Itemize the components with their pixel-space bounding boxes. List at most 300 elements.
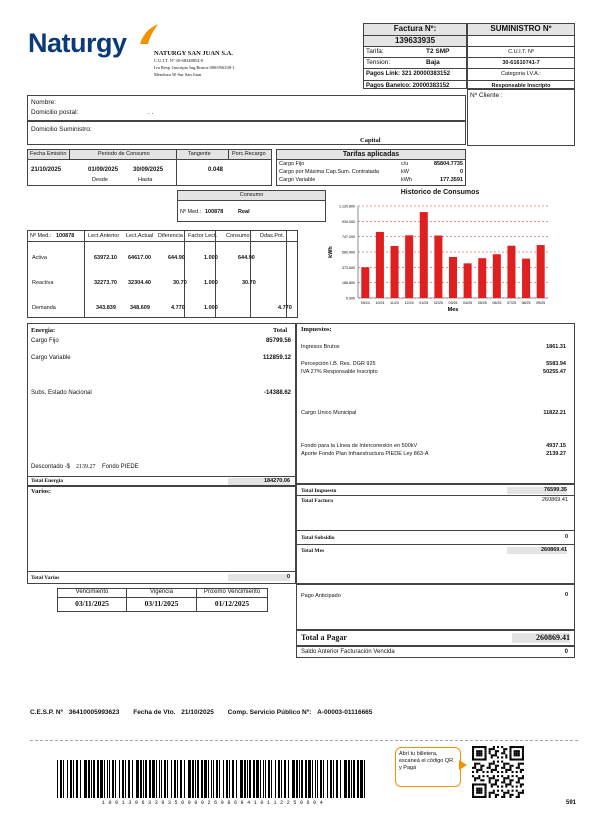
qr-module (516, 796, 518, 798)
qr-module (484, 790, 486, 792)
qr-module (478, 790, 480, 792)
barcode-bar (312, 760, 313, 798)
consumo-title: Consumo (178, 191, 325, 201)
qr-module (503, 750, 505, 752)
qr-module (522, 775, 524, 777)
barcode-bar (327, 760, 328, 798)
qr-module (493, 748, 495, 750)
qr-module (518, 767, 520, 769)
qr-module (480, 746, 482, 748)
barcode-bar (93, 760, 95, 798)
qr-module (495, 752, 497, 754)
chart-ytick-label: 1.120.800 (339, 204, 355, 209)
qr-module (472, 794, 474, 796)
qr-module (476, 769, 478, 771)
qr-module (491, 769, 493, 771)
impuesto-label: Cargo Unico Municipal (301, 410, 357, 416)
barcode-bar (143, 760, 144, 798)
barcode-bar (132, 760, 133, 798)
qr-module (495, 796, 497, 798)
meter-header: Diferencia (158, 233, 183, 239)
qr-module (507, 763, 509, 765)
qr-module (484, 754, 486, 756)
qr-module (522, 758, 524, 760)
qr-module (501, 746, 503, 748)
qr-module (505, 783, 507, 785)
desde-date: 01/09/2025 (88, 167, 119, 173)
barcode-bar (201, 760, 203, 798)
tarifas-box (276, 149, 466, 186)
qr-module (472, 754, 474, 756)
qr-module (512, 771, 514, 773)
varios-title: Varios: (31, 488, 51, 495)
vigencia-label: Vigencia (150, 589, 173, 595)
qr-module (512, 765, 514, 767)
vigencia-date: 03/11/2025 (144, 599, 179, 608)
chart-xtick-label: 11/24 (390, 301, 399, 305)
qr-module (476, 750, 478, 752)
qr-module (501, 752, 503, 754)
qr-module (512, 786, 514, 788)
barcode-bar (275, 760, 276, 798)
barcode-bar (97, 760, 99, 798)
impuesto-value: 1861.31 (546, 344, 566, 350)
total-varios-label: Total Varios (31, 575, 60, 581)
meter-med: 100878 (56, 233, 75, 239)
qr-module (512, 775, 514, 777)
total-subsidio: 0 (564, 534, 568, 540)
qr-module (509, 756, 511, 758)
barcode-bar (164, 760, 166, 798)
qr-module (518, 765, 520, 767)
qr-module (522, 777, 524, 779)
varios-box (27, 486, 296, 584)
qr-module (474, 763, 476, 765)
chart-xtick-label: 05/25 (477, 301, 487, 305)
qr-module (480, 779, 482, 781)
consumo-med: 100878 (205, 209, 224, 215)
qr-module (480, 792, 482, 794)
qr-module (518, 754, 520, 756)
company-name: NATURGY SAN JUAN S.A. (154, 50, 233, 57)
barcode-bar (73, 760, 74, 798)
qr-module (522, 763, 524, 765)
pago-box (296, 584, 575, 630)
qr-module (474, 758, 476, 760)
qr-module (503, 748, 505, 750)
qr-module (472, 788, 474, 790)
total-mes-label: Total Mes (301, 548, 325, 554)
qr-module (503, 794, 505, 796)
barcode-bar (288, 760, 289, 798)
chart-xtick-label: 04/25 (463, 301, 473, 305)
qr-module (497, 786, 499, 788)
qr-module (509, 752, 511, 754)
qr-module (522, 752, 524, 754)
barcode-bar (216, 760, 218, 798)
qr-module (493, 775, 495, 777)
barcode-bar (100, 760, 103, 798)
qr-module (478, 752, 480, 754)
pagos-banelco: Pagos Banelco: 20000383152 (366, 83, 450, 89)
qr-module (489, 765, 491, 767)
desde-label: Desde (92, 177, 108, 183)
qr-module (478, 775, 480, 777)
barcode-bar (136, 760, 139, 798)
qr-module (480, 752, 482, 754)
cesp-label: C.E.S.P. Nº (30, 709, 63, 716)
qr-module (522, 790, 524, 792)
meter-act: 348.609 (130, 305, 150, 311)
barcode-bar (67, 760, 68, 798)
qr-module (514, 754, 516, 756)
qr-module (503, 765, 505, 767)
supply-cuit: 30-61610741-7 (468, 58, 574, 69)
qr-module (501, 790, 503, 792)
impuesto-label: Aporte Fondo Plan Infraestructura PIEDE Ley 863-A (301, 451, 429, 457)
qr-module (476, 790, 478, 792)
qr-module (516, 750, 518, 752)
qr-module (480, 758, 482, 760)
barcode-bar (330, 760, 332, 798)
descontado-label: Descontado -$ (31, 464, 71, 470)
qr-module (489, 750, 491, 752)
tarifa-label: Tarifa: (366, 48, 384, 55)
meter-header: Lect.Actual (126, 233, 154, 239)
qr-module (487, 767, 489, 769)
qr-module (474, 777, 476, 779)
qr-module (497, 775, 499, 777)
barcode-bar (184, 760, 185, 798)
qr-module (493, 769, 495, 771)
chart-bar (434, 236, 442, 298)
barcode-bar (91, 760, 92, 798)
qr-module (489, 748, 491, 750)
qr-module (472, 775, 474, 777)
qr-module (484, 783, 486, 785)
qr-module (509, 796, 511, 798)
meter-act: 64617.00 (128, 255, 151, 261)
qr-module (505, 786, 507, 788)
chart-bar (405, 235, 413, 298)
barcode-bar (63, 760, 64, 798)
supply-cuit-label: C.U.I.T. Nº (468, 47, 574, 58)
hasta-label: Hasta (138, 177, 153, 183)
qr-module (478, 783, 480, 785)
qr-module (507, 792, 509, 794)
barcode-bar (112, 760, 114, 798)
invoice-box (363, 23, 467, 89)
qr-module (509, 748, 511, 750)
qr-module (503, 752, 505, 754)
barcode-bar (317, 760, 318, 798)
tarifa-row-label: Cargo por Máxima Cap.Sum. Contratada (279, 169, 379, 175)
qr-module (484, 748, 486, 750)
proximo-date: 01/12/2025 (214, 599, 250, 608)
qr-module (482, 765, 484, 767)
qr-module (522, 748, 524, 750)
barcode-bar (145, 760, 147, 798)
qr-module (516, 754, 518, 756)
barcode-bar (281, 760, 282, 798)
qr-module (522, 754, 524, 756)
chart-xtick-label: 07/25 (506, 301, 516, 305)
qr-module (482, 783, 484, 785)
qr-module (476, 754, 478, 756)
impuesto-value: 5583.94 (546, 361, 566, 367)
meter-header: Lect.Anterior (88, 233, 120, 239)
consumption-chart (318, 198, 558, 316)
supply-iva: Responsable Inscripto (491, 83, 551, 89)
qr-module (474, 783, 476, 785)
capital-label: Capital (360, 137, 381, 144)
meter-factor: 1.000 (204, 305, 218, 311)
qr-module (495, 779, 497, 781)
barcode-bar (223, 760, 224, 798)
recargo-header: Porc.Recargo (232, 151, 266, 157)
qr-module (497, 756, 499, 758)
tarifa-row-unit: kWh (401, 177, 412, 183)
chart-bar (522, 259, 530, 298)
chart-bar (420, 212, 428, 298)
barcode-bar (159, 760, 160, 798)
meter-factor: 1.000 (204, 255, 218, 261)
barcode-bar (260, 760, 261, 798)
barcode-bar (229, 760, 230, 798)
qr-module (520, 758, 522, 760)
qr-module (489, 792, 491, 794)
meter-header: Factor Lect. (188, 233, 218, 239)
qr-module (518, 752, 520, 754)
barcode-bar (80, 760, 81, 798)
meter-row-name: Reactiva (32, 280, 54, 286)
qr-module (478, 777, 480, 779)
barcode-bar (240, 760, 243, 798)
qr-module (505, 777, 507, 779)
qr-module (484, 750, 486, 752)
qr-module (474, 779, 476, 781)
qr-module (509, 746, 511, 748)
qr-module (491, 777, 493, 779)
chart-xtick-label: 02/25 (433, 301, 443, 305)
meter-row-name: Demanda (32, 305, 56, 311)
barcode-bar (152, 760, 155, 798)
qr-module (482, 771, 484, 773)
tarifa-row-value: 177.3591 (440, 177, 463, 183)
postal-dots: . . (148, 109, 154, 116)
qr-module (518, 746, 520, 748)
qr-module (472, 786, 474, 788)
vencimiento-label: Vencimiento (75, 589, 109, 595)
barcode-bar (115, 760, 116, 798)
qr-module (516, 790, 518, 792)
pago-anticipado: 0 (564, 592, 568, 598)
qr-module (503, 792, 505, 794)
barcode-bar (265, 760, 266, 798)
suministro-box (27, 121, 466, 145)
qr-module (507, 790, 509, 792)
supply-box (467, 23, 575, 89)
qr-module (516, 746, 518, 748)
barcode-bar (213, 760, 214, 798)
total-mes: 260869.41 (507, 547, 567, 554)
qr-module (503, 767, 505, 769)
qr-module (497, 750, 499, 752)
qr-module (512, 758, 514, 760)
fvto-label: Fecha de Vto. (133, 709, 176, 716)
meter-row-name: Activa (32, 255, 47, 261)
total-pagar-box (296, 630, 575, 646)
barcode-bar (268, 760, 270, 798)
tarifa-row (279, 161, 463, 167)
consumo-med-label: Nº Med.: (180, 209, 202, 215)
qr-module (472, 783, 474, 785)
meter-ant: 63972.10 (94, 255, 117, 261)
chart-bar (493, 254, 501, 298)
qr-module (522, 769, 524, 771)
qr-module (491, 756, 493, 758)
meter-ant: 32273.70 (94, 280, 117, 286)
pago-anticipado-label: Pago Anticipado (301, 593, 341, 599)
qr-module (509, 769, 511, 771)
qr-module (489, 767, 491, 769)
fechas-box (57, 588, 268, 612)
vencimiento-date: 03/11/2025 (75, 599, 109, 608)
qr-module (474, 746, 476, 748)
supply-title: SUMINISTRO Nº (468, 24, 574, 36)
qr-code-icon[interactable] (472, 746, 524, 798)
qr-module (505, 748, 507, 750)
qr-module (503, 781, 505, 783)
qr-module (507, 775, 509, 777)
qr-module (484, 792, 486, 794)
meter-consumo: 30.70 (242, 280, 256, 286)
qr-module (493, 761, 495, 763)
qr-module (493, 754, 495, 756)
total-impuesto-label: Total Impuesto (301, 488, 337, 494)
cliente-label: Nº Cliente : (470, 92, 503, 99)
qr-module (507, 783, 509, 785)
barcode-bar (128, 760, 130, 798)
total-factura-label: Total Factura (301, 498, 334, 504)
company-cuit: C.U.I.T. Nº 30-68348854-0 (154, 58, 204, 63)
chart-xtick-label: 09/24 (360, 301, 370, 305)
qr-module (487, 771, 489, 773)
qr-module (472, 750, 474, 752)
qr-module (520, 777, 522, 779)
chart-ytick-label: 0.000 (346, 296, 355, 301)
chart-ytick-label: 560.400 (342, 250, 355, 255)
qr-module (503, 796, 505, 798)
qr-module (505, 756, 507, 758)
barcode-bar (188, 760, 191, 798)
company-address: Mendoza 50 Sur San Juan (154, 72, 201, 77)
comp-label: Comp. Servicio Público Nº: (227, 709, 312, 716)
barcode-bar (247, 760, 248, 798)
qr-module (497, 779, 499, 781)
naturgy-logo (28, 28, 146, 62)
barcode-bar (364, 760, 365, 798)
qr-module (507, 777, 509, 779)
barcode-bar (305, 760, 307, 798)
chart-ytick-label: 373.600 (342, 265, 355, 270)
descontado-value: 2139.27 (76, 464, 96, 470)
qr-module (476, 758, 478, 760)
qr-module (509, 794, 511, 796)
qr-module (480, 767, 482, 769)
chart-xtick-label: 10/24 (375, 301, 385, 305)
pagos-link: Pagos Link: 321 20000383152 (364, 69, 466, 81)
qr-module (472, 767, 474, 769)
barcode-bar (208, 760, 209, 798)
qr-module (509, 783, 511, 785)
qr-module (478, 763, 480, 765)
barcode-bar (278, 760, 280, 798)
barcode-bar (104, 760, 105, 798)
company-iva: Iva Resp. Inscripto Ing.Brutos 000/056330-1 (154, 65, 235, 70)
total-pagar: 260869.41 (512, 633, 570, 643)
chart-bar (478, 258, 486, 298)
barcode-bar (271, 760, 272, 798)
tarifa-row-label: Cargo Fijo (279, 161, 305, 167)
barcode-bar (256, 760, 259, 798)
qr-module (484, 794, 486, 796)
qr-module (520, 783, 522, 785)
qr-module (509, 781, 511, 783)
qr-module (476, 788, 478, 790)
qr-module (489, 777, 491, 779)
qr-module (474, 796, 476, 798)
qr-module (520, 769, 522, 771)
qr-module (495, 754, 497, 756)
qr-module (522, 750, 524, 752)
qr-module (522, 792, 524, 794)
meter-header: Consumo (226, 233, 250, 239)
qr-module (507, 769, 509, 771)
qr-module (505, 769, 507, 771)
barcode-bar (323, 760, 324, 798)
qr-module (497, 765, 499, 767)
impuesto-label: Percepción I.B. Res. DGR 925 (301, 361, 376, 367)
meter-dif: 644.90 (168, 255, 185, 261)
chart-xtick-label: 12/24 (404, 301, 414, 305)
total-varios: 0 (228, 574, 290, 581)
qr-module (480, 783, 482, 785)
qr-module (522, 746, 524, 748)
footer-line (30, 709, 590, 716)
periodo-header: Periodo de Consumo (98, 151, 150, 157)
qr-module (518, 777, 520, 779)
qr-module (493, 763, 495, 765)
qr-module (518, 781, 520, 783)
qr-module (512, 790, 514, 792)
qr-module (503, 763, 505, 765)
qr-module (512, 794, 514, 796)
barcode-bar (344, 760, 347, 798)
qr-module (516, 771, 518, 773)
qr-module (491, 763, 493, 765)
qr-module (512, 779, 514, 781)
saldo-label: Saldo Anterior Facturación Vencida (301, 649, 395, 655)
qr-module (472, 758, 474, 760)
barcode-bar (195, 760, 196, 798)
qr-module (489, 781, 491, 783)
qr-module (514, 750, 516, 752)
qr-module (472, 796, 474, 798)
impuestos-title: Impuestos: (301, 326, 332, 333)
qr-module (522, 756, 524, 758)
qr-module (520, 771, 522, 773)
